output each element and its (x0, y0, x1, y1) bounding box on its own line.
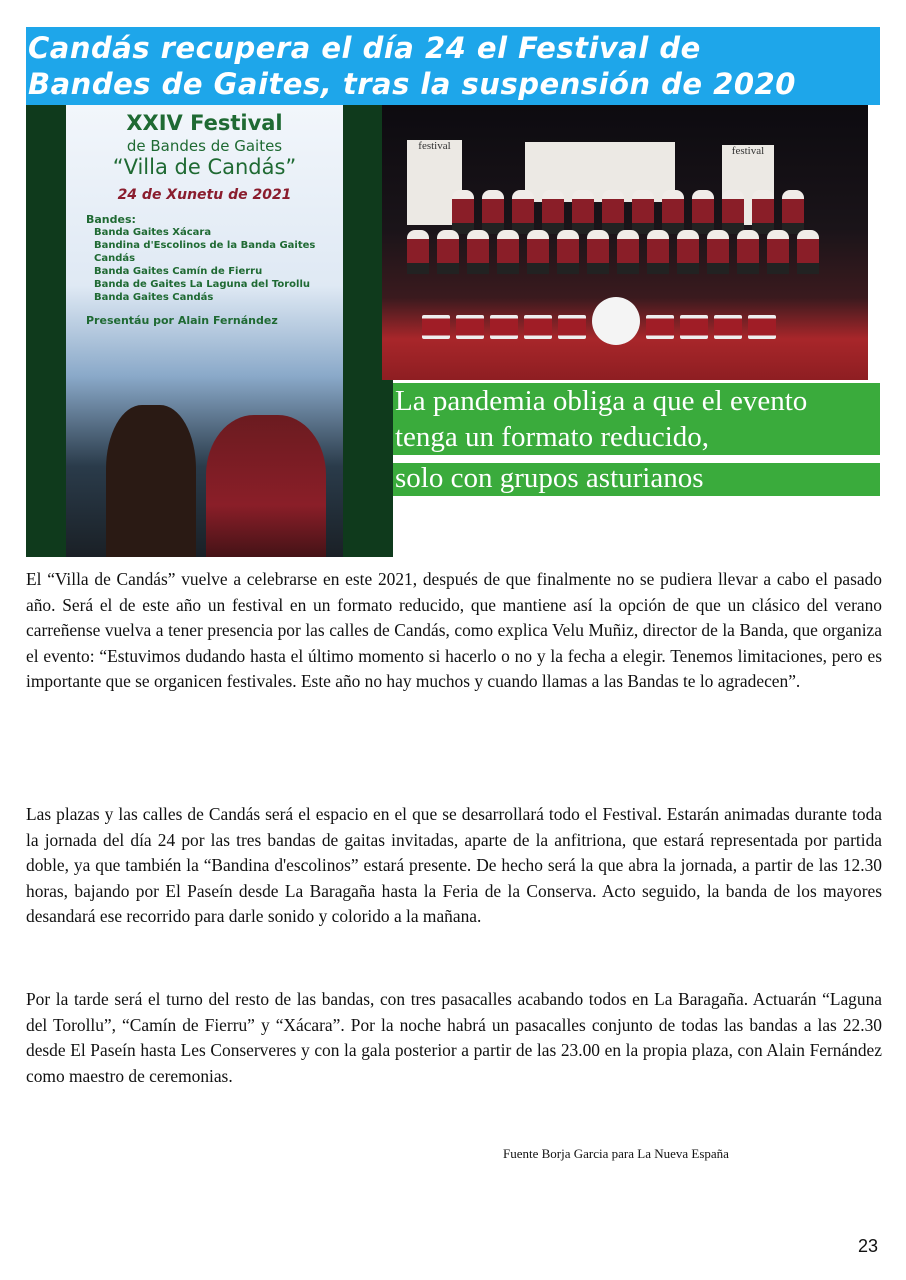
band-back-row (452, 190, 804, 234)
poster-title: XXIV Festival (126, 111, 283, 135)
article-paragraph-3: Por la tarde será el turno del resto de las bandas, con tres pasacalles acabando todos en La Baragaña. Actuarán “Laguna del Torollu”, “Camín de Fierru” y “Xácara”. Por la noche habrá un pasacalles conjunto de todas las bandas a las 22.30 desde El Paseín hasta Les Conserveres y con la gala posterior a partir de las 23.00 en la propia plaza, con Alain Fernández como maestro de ceremonias. (26, 989, 882, 1086)
photo-banner-right: festival (722, 145, 774, 225)
caption-line-3: solo con grupos asturianos (393, 463, 880, 496)
poster-band: Banda Gaites Candás (94, 292, 214, 303)
page-number: 23 (858, 1236, 879, 1256)
poster-band: Banda Gaites Camín de Fierru (94, 266, 263, 277)
poster-subtitle: de Bandes de Gaites (126, 137, 283, 155)
piper-figure (206, 415, 326, 557)
poster-band: Bandina d'Escolinos de la Banda Gaites Candás (94, 240, 316, 264)
poster-band: Banda Gaites Xácara (94, 227, 212, 238)
poster-bands-label: Bandes: (86, 213, 136, 226)
photo-caption-box (393, 383, 880, 455)
caption-line-1: La pandemia obliga a que el evento (395, 385, 808, 417)
title-line-2: Bandes de Gaites, tras la suspensión de 2020 (28, 67, 796, 101)
source-credit: Fuente Borja Garcia para La Nueva España (503, 1146, 729, 1161)
band-group-photo (382, 105, 868, 380)
festival-poster-image (26, 105, 393, 557)
poster-villa: “Villa de Candás” (112, 155, 297, 179)
photo-banner-left: festival (407, 140, 462, 225)
piper-figure (106, 405, 196, 557)
poster-band: Banda de Gaites La Laguna del Torollu (94, 279, 311, 290)
poster-date: 24 de Xunetu de 2021 (117, 187, 292, 203)
band-middle-row (407, 230, 819, 274)
poster-band-list (86, 213, 343, 327)
poster-presenter: Presentáu por Alain Fernández (86, 314, 278, 327)
caption-line-2: tenga un formato reducido, (395, 421, 710, 453)
article-title (26, 27, 880, 105)
drum-row (422, 315, 776, 345)
article-paragraph-1: El “Villa de Candás” vuelve a celebrarse en este 2021, después de que finalmente no se pudiera llevar a cabo el pasado año. Será el de este año un festival en un formato reducido, que mantiene así la opción de que un clásico del verano carreñense vuelva a tener presencia por las calles de Candás, como explica Velu Muñiz, director de la Banda, que organiza el evento: “Estuvimos dudando hasta el último momento si hacerlo o no y la fecha a elegir. Tenemos limitaciones, pero es importante que se organicen festivales. Este año no hay muchos y cuando llamas a las Bandas te lo agradecen”. (26, 569, 882, 692)
title-line-1: Candás recupera el día 24 el Festival de (28, 31, 701, 65)
article-paragraph-2: Las plazas y las calles de Candás será el espacio en el que se desarrollará todo el Festival. Estarán animadas durante toda la jornada del día 24 por las tres bandas de gaitas invitadas, aparte de la anfitriona, que estará representada por partida doble, ya que también la “Bandina d'escolinos” estará presente. De hecho será la que abra la jornada, a partir de las 12.30 horas, bajando por El Paseín desde La Baragaña hasta la Feria de la Conserva. Acto seguido, la banda de los mayores desandará ese recorrido para darle sonido y colorido a la mañana. (26, 804, 882, 927)
